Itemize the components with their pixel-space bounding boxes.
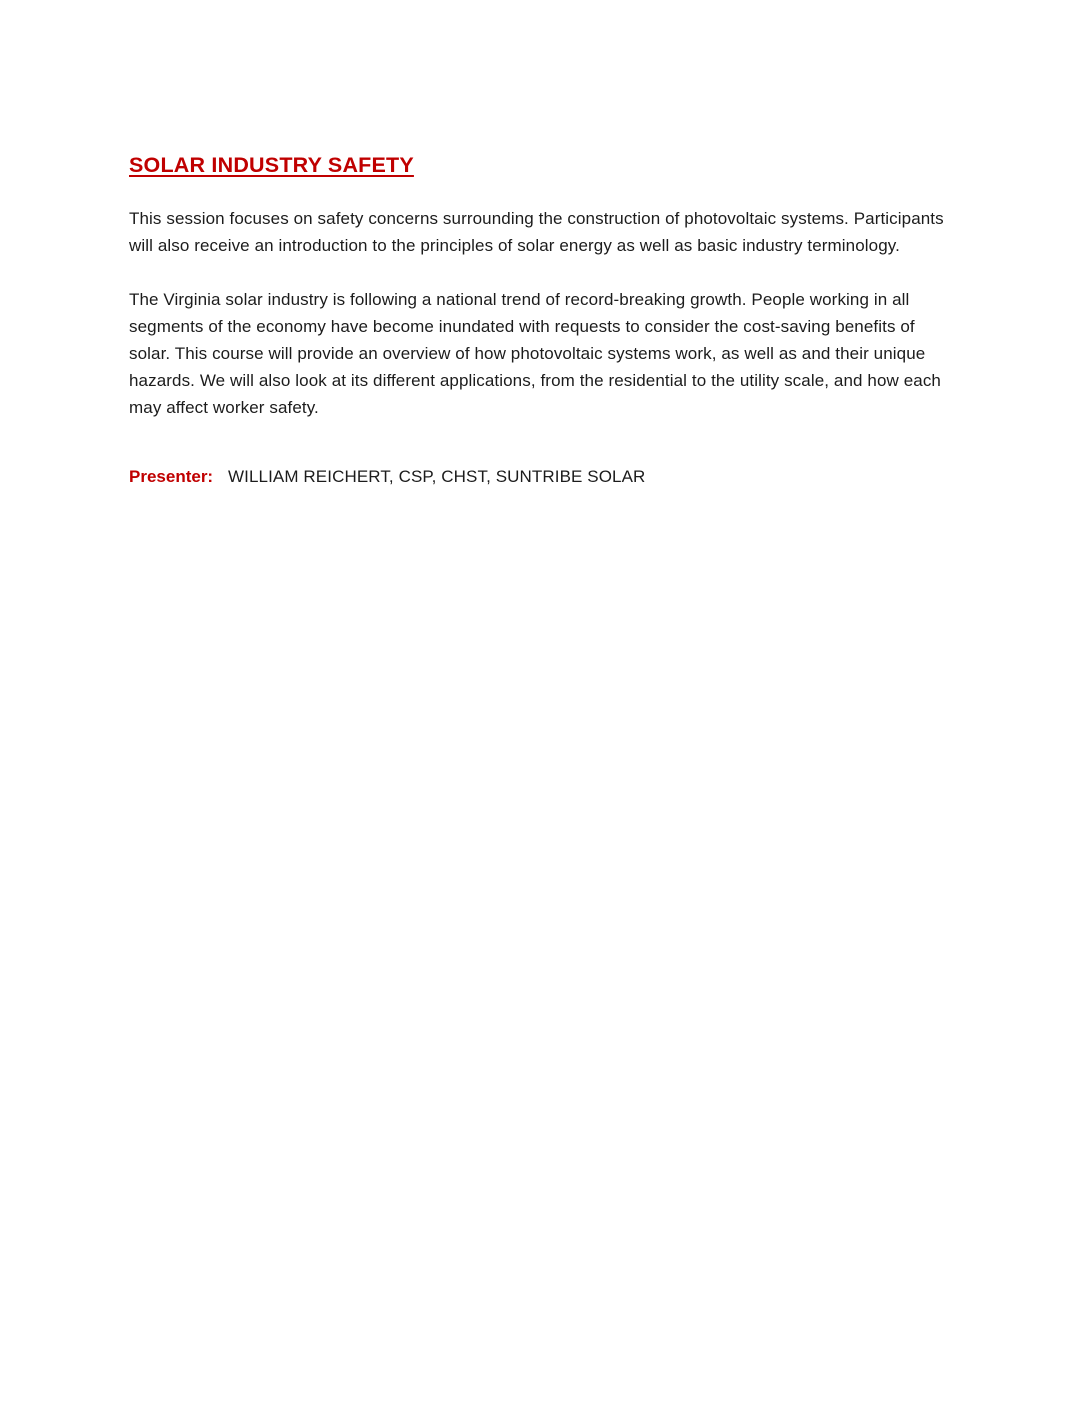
document-content xyxy=(129,0,949,490)
session-description-paragraph: This session focuses on safety concerns surrounding the construction of photovoltaic systems. Participants will also receive an introduction to the principles of solar energy as well as basic industry terminology. xyxy=(129,209,944,255)
presenter-row xyxy=(129,463,949,490)
page-title: SOLAR INDUSTRY SAFETY xyxy=(129,153,414,177)
presenter-label: Presenter: xyxy=(129,467,214,486)
presenter-value: WILLIAM REICHERT, CSP, CHST, SUNTRIBE SOLAR xyxy=(228,467,646,486)
course-overview-paragraph: The Virginia solar industry is following a national trend of record-breaking growth. People working in all segments of the economy have become inundated with requests to consider the cost-saving benefits of solar. This course will provide an overview of how photovoltaic systems work, as well as and their unique hazards. We will also look at its different applications, from the residential to the utility scale, and how each may affect worker safety. xyxy=(129,290,941,417)
